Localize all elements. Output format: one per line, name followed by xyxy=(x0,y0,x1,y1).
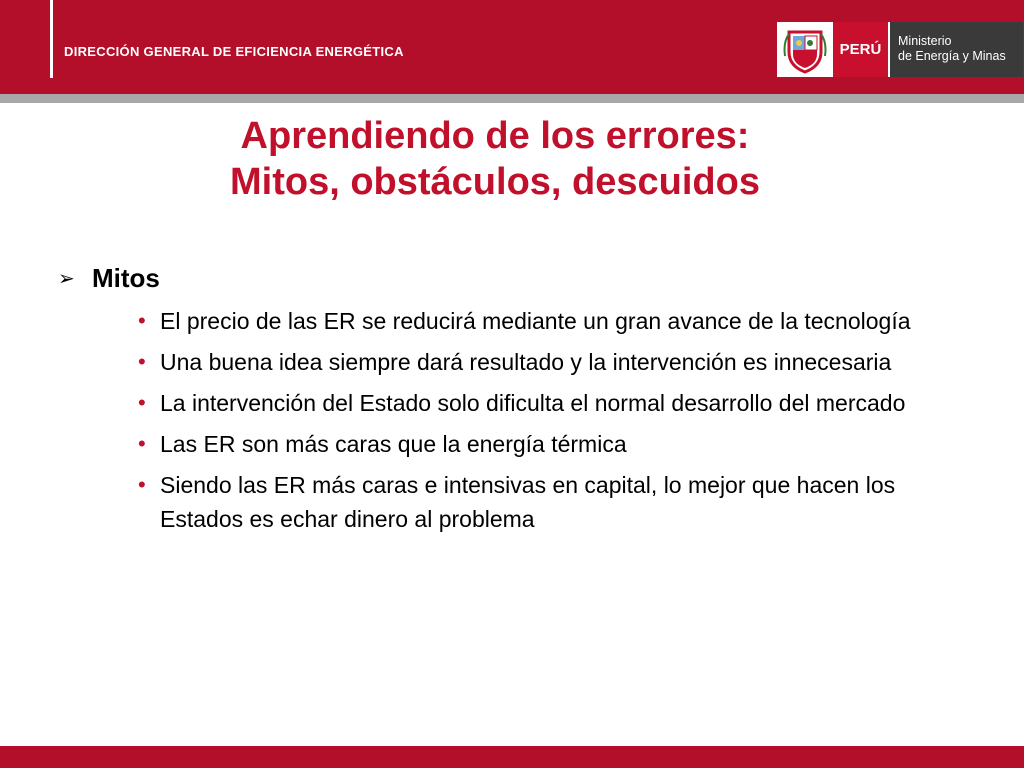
header-title: DIRECCIÓN GENERAL DE EFICIENCIA ENERGÉTICA xyxy=(64,44,404,59)
bullet-dot-icon: • xyxy=(138,390,146,415)
bullet-text: El precio de las ER se reducirá mediante un gran avance de la tecnología xyxy=(160,308,911,334)
bullet-dot-icon: • xyxy=(138,472,146,497)
slide-title-line2: Mitos, obstáculos, descuidos xyxy=(230,161,760,203)
bullet-text: Las ER son más caras que la energía térmica xyxy=(160,431,627,457)
section-label: Mitos xyxy=(92,262,160,293)
slide-title xyxy=(0,113,990,205)
bullet-text: Una buena idea siempre dará resultado y la intervención es innecesaria xyxy=(160,349,892,375)
arrow-bullet-icon: ➢ xyxy=(58,266,75,290)
list-item xyxy=(138,427,968,461)
header-divider xyxy=(50,0,53,78)
logo-ministry-text xyxy=(890,22,1023,77)
logo-ministry-line2: de Energía y Minas xyxy=(898,49,1006,63)
bullet-list xyxy=(138,304,968,543)
bullet-dot-icon: • xyxy=(138,349,146,374)
list-item xyxy=(138,345,968,379)
coat-of-arms-icon xyxy=(777,22,832,77)
content-section xyxy=(58,258,978,532)
logo-country-label: PERÚ xyxy=(832,22,888,77)
bullet-text: Siendo las ER más caras e intensivas en capital, lo mejor que hacen los Estados es echar dinero al problema xyxy=(160,472,896,532)
section-heading xyxy=(58,258,978,298)
bullet-dot-icon: • xyxy=(138,308,146,333)
list-item xyxy=(138,304,968,338)
ministry-logo xyxy=(777,22,1023,77)
footer-bar xyxy=(0,746,1024,768)
bullet-text: La intervención del Estado solo dificulta el normal desarrollo del mercado xyxy=(160,390,906,416)
bullet-dot-icon: • xyxy=(138,431,146,456)
logo-ministry-line1: Ministerio xyxy=(898,34,952,48)
header-gray-band xyxy=(0,94,1024,103)
list-item xyxy=(138,386,968,420)
slide-title-line1: Aprendiendo de los errores: xyxy=(240,115,750,157)
list-item xyxy=(138,468,968,536)
